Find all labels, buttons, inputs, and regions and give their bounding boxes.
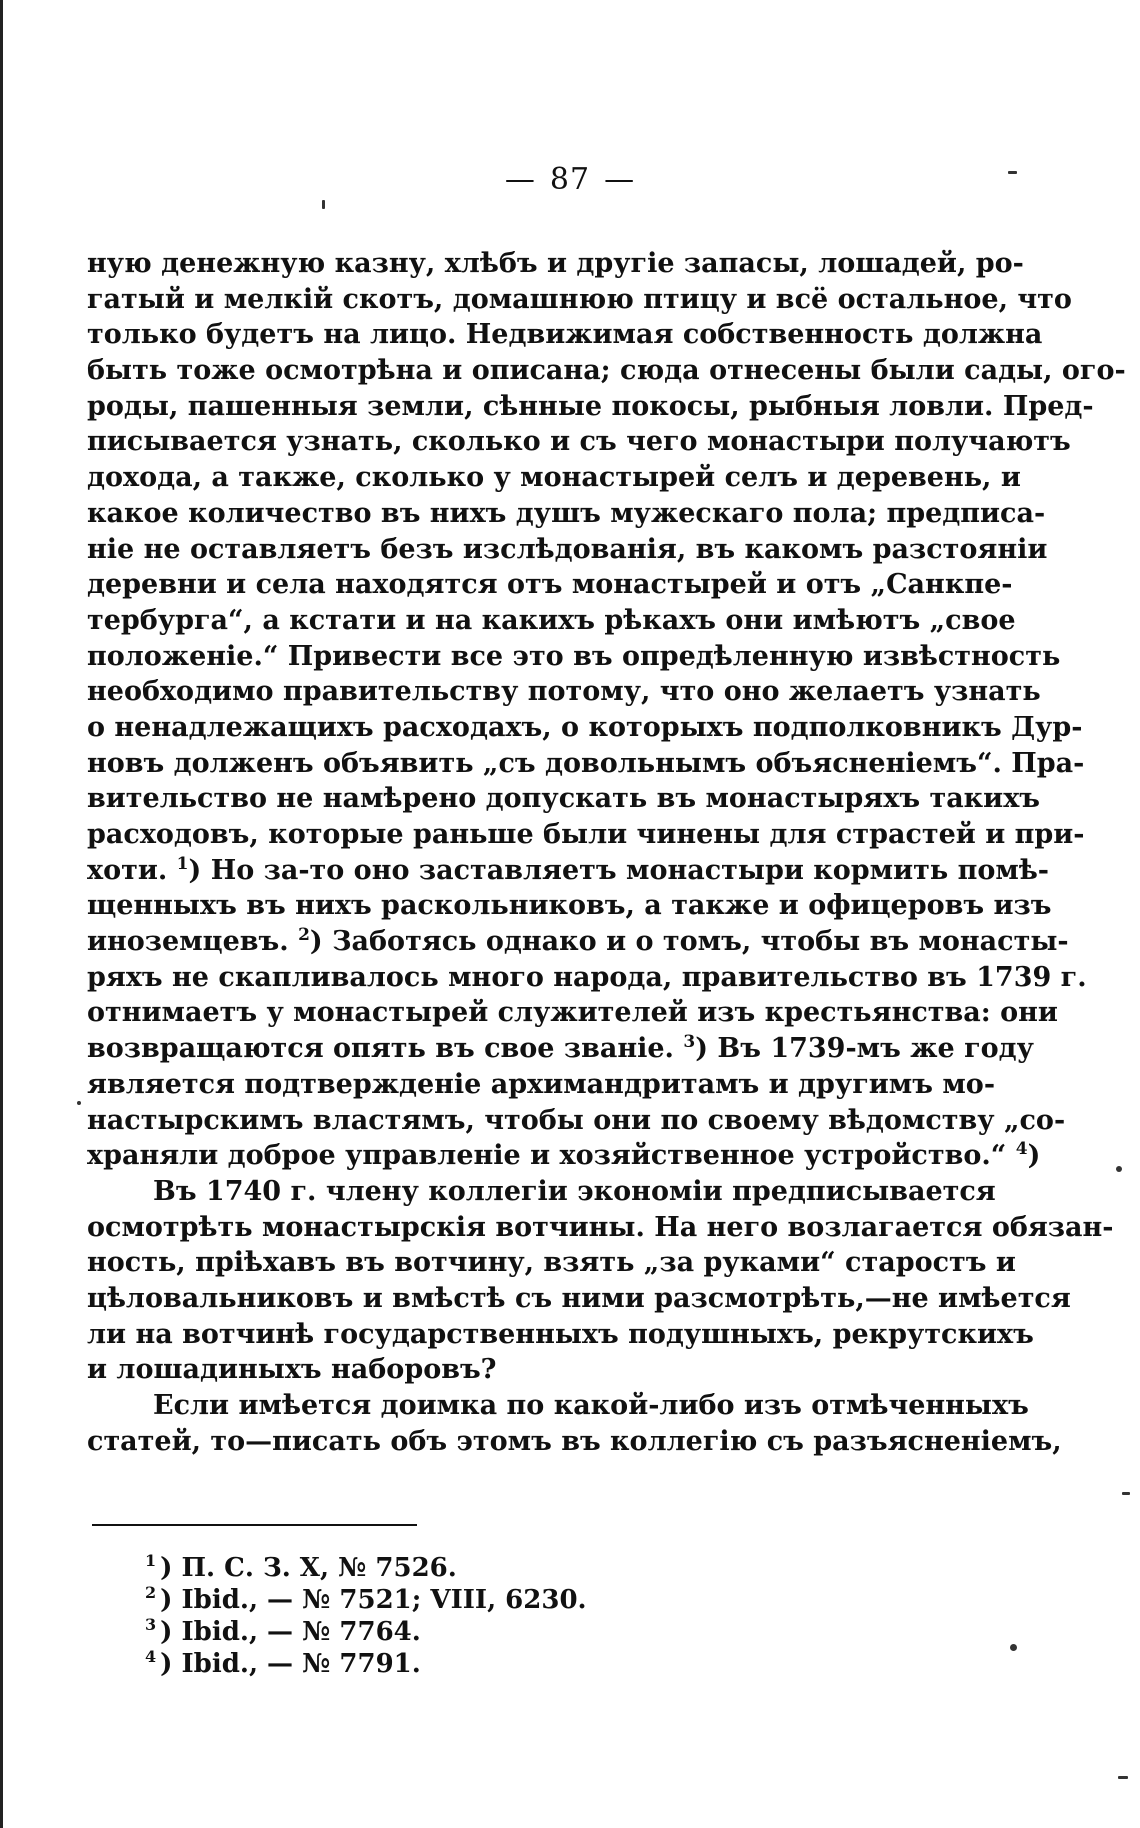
text-line: ряхъ не скапливалось много народа, правительство въ 1739 г. <box>87 961 1087 993</box>
paragraph-start-line: Если имѣется доимка по какой-либо изъ отмѣченныхъ <box>153 1390 1029 1421</box>
text-line: вительство не намѣрено допускать въ монастыряхъ такихъ <box>87 783 1041 815</box>
text-line: ли на вотчинѣ государственныхъ подушныхъ, рекрутскихъ <box>87 1318 1034 1350</box>
text-line: ніе не оставляетъ безъ изслѣдованія, въ какомъ разстояніи <box>87 533 1048 565</box>
text-segment: иноземцевъ. <box>87 926 289 958</box>
text-line: новъ долженъ объявить „съ довольнымъ объясненіемъ“. Пра- <box>87 747 1085 779</box>
footnotes <box>145 1552 845 1680</box>
text-line: ность, пріѣхавъ въ вотчину, взять „за руками“ старостъ и <box>87 1247 1016 1279</box>
footnote-1 <box>145 1552 845 1584</box>
text-line: гатый и мелкій скотъ, домашнюю птицу и всё остальное, что <box>87 283 1072 315</box>
print-speck <box>1122 1492 1130 1495</box>
text-line: какое количество въ нихъ душъ мужескаго пола; предписа- <box>87 497 1046 529</box>
footnote-ref-3[interactable]: 3 <box>683 1032 696 1053</box>
text-segment: ) Заботясь однако и о томъ, чтобы въ монасты- <box>309 926 1069 958</box>
print-speck <box>1116 1166 1122 1172</box>
text-line: щенныхъ въ нихъ раскольниковъ, а также и офицеровъ изъ <box>87 890 1052 922</box>
footnote-mark: 3 <box>145 1615 157 1635</box>
footnote-ref-4[interactable]: 4 <box>1015 1139 1028 1160</box>
text-segment: хоти. <box>87 854 168 886</box>
body-text <box>87 246 1126 1459</box>
text-line-with-footnote-ref <box>87 1031 1034 1067</box>
text-line: дохода, а также, сколько у монастырей селъ и деревень, и <box>87 462 1021 494</box>
footnote-ref-1[interactable]: 1 <box>176 853 189 874</box>
footnote-2 <box>145 1584 845 1616</box>
footnote-text: ) П. С. З. X, № 7526. <box>160 1553 457 1583</box>
footnote-3 <box>145 1616 845 1648</box>
text-line: и лошадиныхъ наборовъ? <box>87 1354 497 1386</box>
text-segment: храняли доброе управленіе и хозяйственное устройство.“ <box>87 1140 1007 1172</box>
page-number-dash-right: — <box>604 162 636 197</box>
footnote-text: ) Ibid., — № 7791. <box>160 1649 421 1679</box>
page-number <box>0 162 1140 197</box>
text-line: цѣловальниковъ и вмѣстѣ съ ними разсмотрѣть,—не имѣется <box>87 1282 1071 1314</box>
footnote-mark: 4 <box>145 1647 157 1667</box>
page-edge-line <box>0 0 3 1828</box>
text-line: является подтвержденіе архимандритамъ и другимъ мо- <box>87 1068 996 1100</box>
text-line: осмотрѣть монастырскія вотчины. На него возлагается обязан- <box>87 1211 1114 1243</box>
footnote-mark: 1 <box>145 1551 157 1571</box>
text-line: ную денежную казну, хлѣбъ и другіе запасы, лошадей, ро- <box>87 248 1024 279</box>
text-segment: ) Но за-то оно заставляетъ монастыри кормить помѣ- <box>188 854 1050 886</box>
text-line-with-footnote-ref <box>87 853 1050 889</box>
print-speck <box>1010 1644 1017 1651</box>
paragraph-start-line: Въ 1740 г. члену коллегіи экономіи предписывается <box>153 1175 996 1207</box>
text-line-with-footnote-ref <box>87 1138 1041 1174</box>
text-line: быть тоже осмотрѣна и описана; сюда отнесены были сады, ого- <box>87 355 1126 387</box>
text-line: только будетъ на лицо. Недвижимая собственность должна <box>87 319 1043 351</box>
text-segment: возвращаются опять въ свое званіе. <box>87 1033 674 1065</box>
text-line: статей, то—писать объ этомъ въ коллегію съ разъясненіемъ, <box>87 1425 1062 1457</box>
page-number-value: 87 <box>549 162 591 197</box>
footnote-mark: 2 <box>145 1583 157 1603</box>
footnote-separator <box>92 1524 417 1526</box>
text-line: о ненадлежащихъ расходахъ, о которыхъ подполковникъ Дур- <box>87 711 1083 743</box>
footnote-text: ) Ibid., — № 7521; VIII, 6230. <box>160 1585 587 1615</box>
print-speck <box>1118 1776 1128 1779</box>
text-line-with-footnote-ref <box>87 924 1069 960</box>
text-line: тербурга“, а кстати и на какихъ рѣкахъ они имѣютъ „свое <box>87 604 1016 636</box>
page-number-dash-left: — <box>504 162 536 197</box>
footnote-text: ) Ibid., — № 7764. <box>160 1617 421 1647</box>
text-line: настырскимъ властямъ, чтобы они по своему вѣдомству „со- <box>87 1104 1066 1136</box>
text-segment: ) <box>1027 1140 1041 1172</box>
text-line: отнимаетъ у монастырей служителей изъ крестьянства: они <box>87 997 1058 1029</box>
footnote-4 <box>145 1648 845 1680</box>
footnote-ref-2[interactable]: 2 <box>298 925 310 946</box>
text-line: расходовъ, которые раньше были чинены для страстей и при- <box>87 819 1085 850</box>
text-line: деревни и села находятся отъ монастырей и отъ „Санкпе- <box>87 569 1013 601</box>
text-line: роды, пашенныя земли, сѣнные покосы, рыбныя ловли. Пред- <box>87 390 1094 422</box>
print-speck <box>322 200 325 209</box>
text-line: писывается узнать, сколько и съ чего монастыри получаютъ <box>87 426 1071 458</box>
text-segment: ) Въ 1739-мъ же году <box>695 1033 1034 1065</box>
print-speck <box>1008 171 1017 174</box>
print-speck <box>77 1101 81 1105</box>
text-line: положеніе.“ Привести все это въ опредѣленную извѣстность <box>87 640 1061 672</box>
text-line: необходимо правительству потому, что оно желаетъ узнать <box>87 676 1041 708</box>
